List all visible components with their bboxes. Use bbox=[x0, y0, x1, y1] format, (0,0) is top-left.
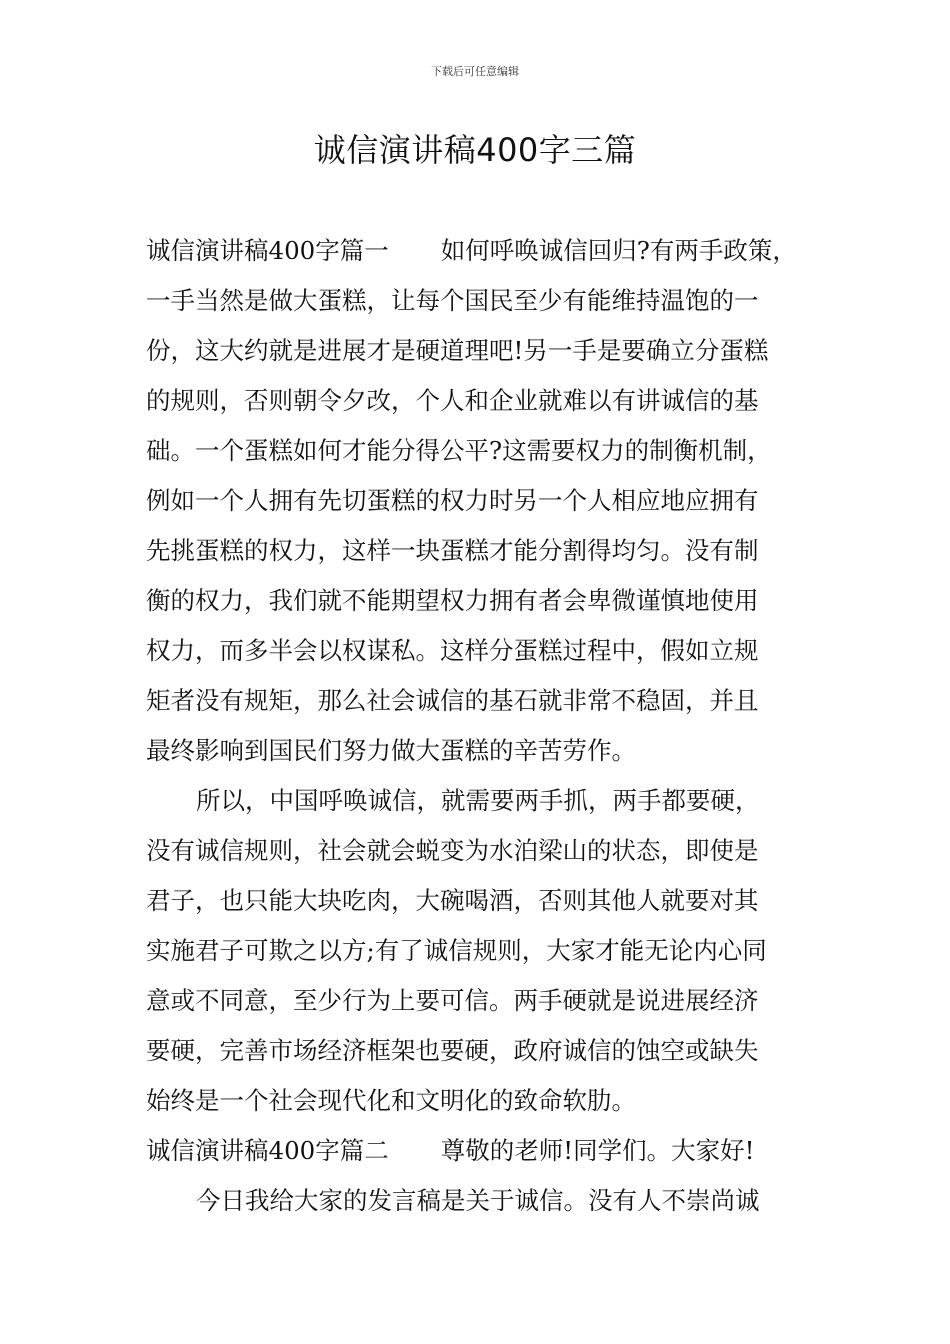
section-2-label: 诚信演讲稿400字篇二 bbox=[146, 1136, 389, 1165]
paragraph-line: 础。一个蛋糕如何才能分得公平?这需要权力的制衡机制， bbox=[146, 436, 772, 465]
section-1-first-line: 如何呼唤诚信回归?有两手政策， bbox=[440, 236, 797, 265]
section-1-heading-line bbox=[146, 226, 818, 276]
paragraph-line: 没有诚信规则，社会就会蜕变为水泊梁山的状态，即使是 bbox=[146, 836, 759, 865]
paragraph-line: 要硬，完善市场经济框架也要硬，政府诚信的蚀空或缺失 bbox=[146, 1036, 759, 1065]
document-body bbox=[146, 226, 818, 1226]
paragraph-line: 先挑蛋糕的权力，这样一块蛋糕才能分割得均匀。没有制 bbox=[146, 536, 759, 565]
paragraph-line: 矩者没有规矩，那么社会诚信的基石就非常不稳固，并且 bbox=[146, 686, 759, 715]
paragraph-line: 实施君子可欺之以方;有了诚信规则，大家才能无论内心同 bbox=[146, 936, 767, 965]
document-title: 诚信演讲稿400字三篇 bbox=[313, 131, 637, 169]
paragraph-line: 份，这大约就是进展才是硬道理吧!另一手是要确立分蛋糕 bbox=[146, 336, 769, 365]
section-2-heading-line bbox=[146, 1126, 818, 1176]
paragraph-line: 衡的权力，我们就不能期望权力拥有者会卑微谨慎地使用 bbox=[146, 586, 759, 615]
section-2-first-line: 尊敬的老师!同学们。大家好! bbox=[440, 1136, 755, 1165]
paragraph-line: 所以，中国呼唤诚信，就需要两手抓，两手都要硬， bbox=[196, 786, 760, 815]
page-header-note: 下载后可任意编辑 bbox=[431, 65, 519, 78]
paragraph-line: 始终是一个社会现代化和文明化的致命软肋。 bbox=[146, 1086, 636, 1115]
paragraph-line: 最终影响到国民们努力做大蛋糕的辛苦劳作。 bbox=[146, 736, 636, 765]
paragraph-line: 例如一个人拥有先切蛋糕的权力时另一个人相应地应拥有 bbox=[146, 486, 759, 515]
paragraph-line: 权力，而多半会以权谋私。这样分蛋糕过程中，假如立规 bbox=[146, 636, 759, 665]
paragraph-line: 今日我给大家的发言稿是关于诚信。没有人不崇尚诚 bbox=[196, 1186, 760, 1215]
paragraph-line: 一手当然是做大蛋糕，让每个国民至少有能维持温饱的一 bbox=[146, 286, 759, 315]
paragraph-line: 君子，也只能大块吃肉，大碗喝酒，否则其他人就要对其 bbox=[146, 886, 759, 915]
paragraph-line: 的规则，否则朝令夕改，个人和企业就难以有讲诚信的基 bbox=[146, 386, 759, 415]
section-1-label: 诚信演讲稿400字篇一 bbox=[146, 236, 389, 265]
paragraph-line: 意或不同意，至少行为上要可信。两手硬就是说进展经济 bbox=[146, 986, 759, 1015]
